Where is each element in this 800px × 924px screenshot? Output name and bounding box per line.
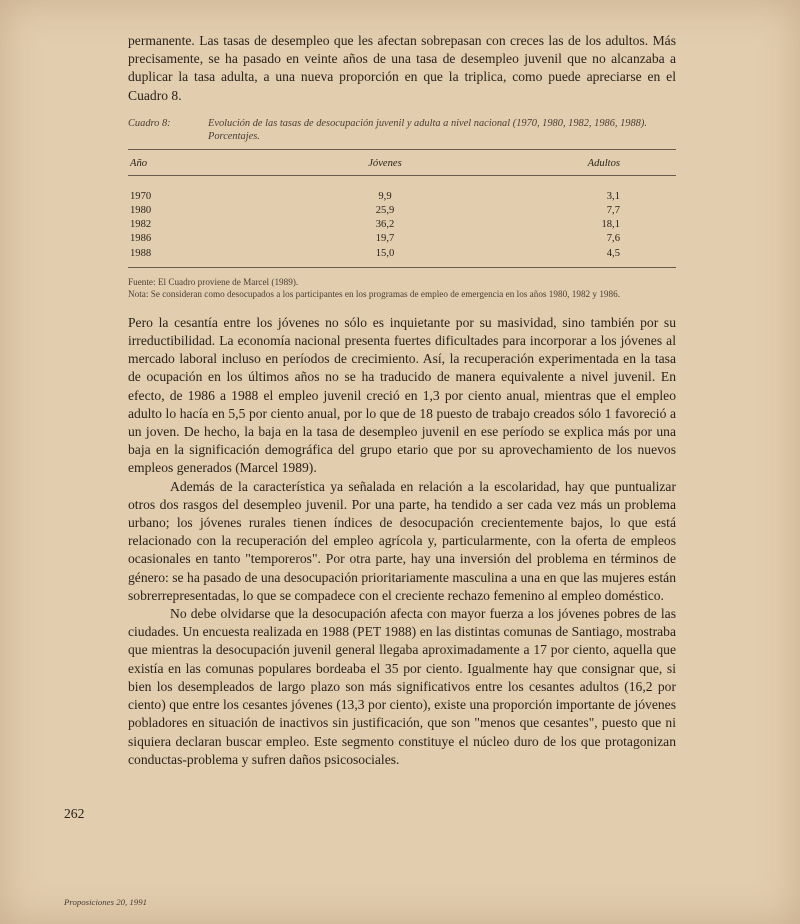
intro-paragraph: permanente. Las tasas de desempleo que les afectan sobrepasan con creces las de los adultos. Más precisamente, se ha pasado en veinte años de una tasa de desempleo juvenil que no alcanzaba a duplicar la tasa adulta, a una nueva proporción en que la triplica, como puede apreciarse en el Cuadro 8.: [128, 33, 676, 103]
text-column: [128, 32, 676, 769]
cell-adults: 18,1: [601, 219, 620, 231]
cell-adults: 7,6: [606, 233, 620, 245]
header-adults: Adultos: [587, 157, 620, 169]
cell-adults: 4,5: [606, 247, 620, 259]
table-row: [128, 247, 676, 261]
body-paragraph: Pero la cesantía entre los jóvenes no sólo es inquietante por su masividad, sino también por su irreductibilidad. La economía nacional presenta fuertes dificultades para incorporar a los jóvenes al mercado laboral incluso en períodos de crecimiento. Así, la recuperación experimentada en la tasa de ocupación en los últimos años no se ha traducido de manera equivalente a nivel juvenil. En efecto, de 1986 a 1988 el empleo juvenil creció en 1,3 por ciento anual, mientras que el empleo adulto lo hacía en 5,5 por ciento anual, por lo que de 18 puesto de trabajo creados sólo 1 favoreció a un joven. De hecho, la baja en la tasa de desempleo juvenil en ese período se explica más por una baja en la significación demográfica del grupo etario que por su aprovechamiento de los nuevos empleos generados (Marcel 1989).: [128, 314, 676, 476]
cell-youth: 36,2: [375, 219, 395, 231]
cell-youth: 25,9: [375, 205, 395, 217]
header-year: Año: [130, 157, 148, 169]
table-caption: [128, 117, 676, 143]
table-caption-text: Evolución de las tasas de desocupación juvenil y adulta a nivel nacional (1970, 1980, 1982, 1986, 1988). Porcentajes.: [208, 117, 647, 142]
table-row: [128, 232, 676, 246]
body-paragraph: Además de la característica ya señalada en relación a la escolaridad, hay que puntualizar otros dos rasgos del desempleo juvenil. Por una parte, ha tendido a ser cada vez más un problema urbano; los jóvenes rurales tienen índices de desocupación crecientemente bajos, lo que está relacionado con la recuperación del empleo agrícola y, particularmente, con la oferta de empleos ocasionales en tanto "temporeros". Por otra parte, hay una inversión del problema en términos de género: se ha pasado de una desocupación prioritariamente masculina a una en que las mujeres están sobrerrepresentadas, lo que se compadece con el creciente rechazo femenino al empleo doméstico.: [128, 478, 676, 603]
cell-youth: 19,7: [375, 233, 395, 245]
cell-youth: 15,0: [375, 247, 395, 259]
cell-youth: 9,9: [378, 190, 392, 202]
table-row: [128, 218, 676, 232]
body-paragraph: No debe olvidarse que la desocupación afecta con mayor fuerza a los jóvenes pobres de las ciudades. Un encuesta realizada en 1988 (PET 1988) en las distintas comunas de Santiago, mostraba que mientras la desocupación juvenil general llegaba aproximadamente a 17 por ciento, aquella que existía en las comunas populares bordeaba el 35 por ciento. Igualmente hay que consignar que, si bien los desempleados de largo plazo son más significativos entre los cesantes adultos (16,2 por ciento) que entre los cesantes jóvenes (13,3 por ciento), existe una proporción importante de jóvenes pobladores en situación de inactivos sin justificación, que son "menos que cesantes", puesto que ni siquiera declaran buscar empleo. Este segmento constituye el núcleo duro de los que protagonizan conductas-problema y sufren daños psicosociales.: [128, 606, 676, 767]
header-youth: Jóvenes: [368, 157, 402, 169]
table-8: [128, 117, 676, 300]
cell-year: 1980: [130, 205, 152, 217]
body-text: [128, 314, 676, 769]
table-row: [128, 190, 676, 204]
table-note: Nota: Se consideran como desocupados a los participantes en los programas de empleo de emergencia en los años 1980, 1982 y 1986.: [128, 288, 620, 299]
table-source: Fuente: El Cuadro proviene de Marcel (1989).: [128, 276, 299, 287]
page-number: 262: [64, 806, 85, 821]
cell-year: 1986: [130, 233, 152, 245]
table-body: [128, 176, 676, 268]
cell-adults: 3,1: [606, 190, 620, 202]
cell-year: 1970: [130, 190, 152, 202]
table-header-row: [128, 150, 676, 176]
journal-footer: Proposiciones 20, 1991: [64, 897, 147, 907]
cell-year: 1988: [130, 247, 152, 259]
cell-adults: 7,7: [606, 205, 620, 217]
table-caption-label: Cuadro 8:: [128, 117, 171, 129]
cell-year: 1982: [130, 219, 152, 231]
table-row: [128, 204, 676, 218]
